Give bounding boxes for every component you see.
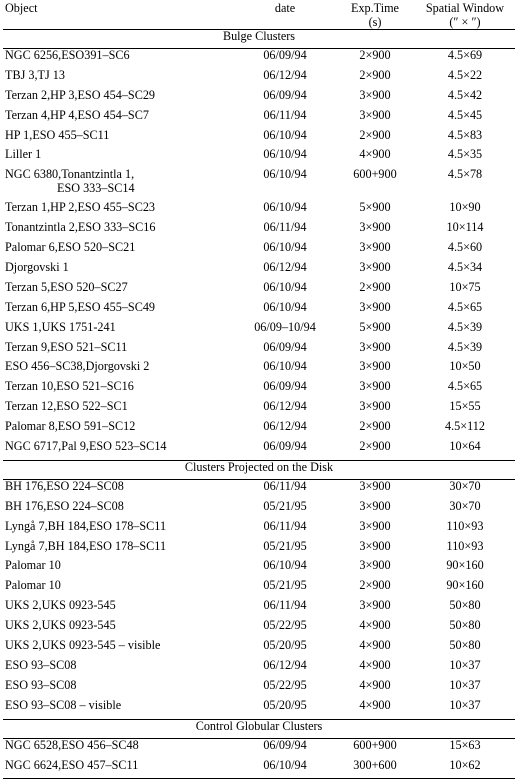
cell-window: 4.5×42 [447, 87, 483, 102]
section-title: Control Globular Clusters [3, 719, 515, 738]
table-row [3, 738, 515, 758]
cell-object [3, 540, 235, 560]
table-row [3, 341, 515, 361]
cell-object [3, 659, 235, 679]
table-row [3, 559, 515, 579]
table-row [3, 500, 515, 520]
cell-date: 05/21/95 [263, 498, 307, 513]
cell-window: 4.5×60 [447, 240, 483, 255]
cell-window: 4.5×69 [447, 48, 483, 62]
table-row [3, 129, 515, 149]
cell-date: 06/10/94 [263, 200, 307, 215]
cell-window: 30×70 [449, 478, 481, 493]
cell-window: 4.5×65 [447, 379, 483, 394]
table-row [3, 281, 515, 301]
cell-exptime: 3×900 [359, 359, 391, 374]
cell-date: 06/09/94 [263, 48, 307, 62]
cell-date: 06/11/94 [263, 478, 307, 493]
cell-object [3, 738, 235, 758]
cell-date: 05/20/95 [263, 697, 307, 712]
cell-date: 06/10/94 [263, 240, 307, 255]
cell-object [3, 579, 235, 599]
header-row [3, 1, 515, 15]
header-units-row [3, 15, 515, 30]
object-name: Palomar 8,ESO 591–SC12 [5, 419, 136, 434]
cell-window: 4.5×39 [447, 339, 483, 354]
header-window: Spatial Window [425, 1, 505, 15]
cell-exptime: 5×900 [359, 200, 391, 215]
table-row [3, 168, 515, 201]
cell-object [3, 49, 235, 69]
cell-window: 10×62 [415, 759, 515, 779]
header-window-unit: (″ × ″) [449, 15, 481, 29]
cell-window: 4.5×34 [447, 260, 483, 275]
cell-exptime: 5×900 [359, 319, 391, 334]
cell-exptime: 2×900 [359, 127, 391, 142]
cell-object [3, 500, 235, 520]
cell-date: 06/12/94 [263, 419, 307, 434]
cell-object [3, 241, 235, 261]
object-name: Terzan 1,HP 2,ESO 455–SC23 [5, 200, 156, 215]
cell-exptime: 3×900 [359, 339, 391, 354]
cell-date: 06/11/94 [263, 598, 307, 613]
cell-object [3, 301, 235, 321]
cell-date: 06/11/94 [263, 518, 307, 533]
cell-date: 06/11/94 [263, 107, 307, 122]
cell-window: 15×55 [449, 399, 481, 414]
table-row [3, 619, 515, 639]
table-header [3, 1, 515, 30]
cell-object [3, 679, 235, 699]
cell-exptime: 3×900 [359, 107, 391, 122]
cell-object [3, 321, 235, 341]
cell-window: 4.5×39 [447, 319, 483, 334]
table-row [3, 301, 515, 321]
cell-exptime: 4×900 [359, 657, 391, 672]
cell-date: 06/10/94 [263, 279, 307, 294]
cell-object [3, 599, 235, 619]
table-row [3, 599, 515, 619]
cell-object [3, 520, 235, 540]
cell-date: 06/12/94 [263, 260, 307, 275]
object-name: Palomar 10 [5, 578, 61, 593]
cell-date: 06/10/94 [263, 359, 307, 374]
cell-exptime: 2×900 [359, 67, 391, 82]
cell-date: 06/10/94 [263, 299, 307, 314]
cell-date: 05/20/95 [263, 638, 307, 653]
cell-object [3, 201, 235, 221]
cell-window: 10×37 [449, 697, 481, 712]
cell-date: 05/21/95 [263, 578, 307, 593]
cell-date: 05/21/95 [263, 538, 307, 553]
cell-date: 06/09/94 [263, 379, 307, 394]
cell-object [3, 69, 235, 89]
cell-exptime: 3×900 [359, 538, 391, 553]
object-name: UKS 2,UKS 0923-545 – visible [5, 638, 161, 653]
table-row [3, 659, 515, 679]
cell-window: 10×50 [449, 359, 481, 374]
cell-exptime: 3×900 [359, 498, 391, 513]
cell-window: 110×93 [446, 518, 484, 533]
table-row [3, 540, 515, 560]
cell-object [3, 559, 235, 579]
cell-window: 10×37 [449, 677, 481, 692]
cell-exptime: 2×900 [359, 279, 391, 294]
cell-date: 06/09/94 [263, 737, 307, 752]
table-row [3, 261, 515, 281]
cell-window: 90×160 [446, 558, 484, 573]
cell-window: 10×64 [449, 439, 481, 454]
cell-date: 06/12/94 [263, 67, 307, 82]
cell-window: 50×80 [449, 598, 481, 613]
object-name: Djorgovski 1 [5, 260, 69, 275]
object-name: Palomar 6,ESO 520–SC21 [5, 240, 136, 255]
cell-object [3, 479, 235, 499]
cell-window: 110×93 [446, 538, 484, 553]
cell-exptime: 4×900 [359, 697, 391, 712]
cell-object [3, 221, 235, 241]
object-name: UKS 1,UKS 1751-241 [5, 319, 116, 334]
table-row [3, 440, 515, 460]
table-row [3, 479, 515, 499]
cell-exptime: 4×900 [359, 638, 391, 653]
table-body [3, 30, 515, 779]
table-row [3, 201, 515, 221]
object-name: Lyngå 7,BH 184,ESO 178–SC11 [5, 538, 167, 553]
table-row [3, 400, 515, 420]
object-name: Lyngå 7,BH 184,ESO 178–SC11 [5, 518, 167, 533]
cell-object [3, 400, 235, 420]
object-name: ESO 93–SC08 – visible [5, 697, 122, 712]
section-row [3, 719, 515, 738]
cell-date: 06/11/94 [263, 220, 307, 235]
cell-window: 10×37 [449, 657, 481, 672]
cell-object [3, 639, 235, 659]
cell-exptime: 2×900 [359, 48, 391, 62]
cell-date: 06/10/94 [263, 558, 307, 573]
section-title: Bulge Clusters [3, 30, 515, 49]
table-row [3, 759, 515, 779]
object-name: TBJ 3,TJ 13 [5, 67, 65, 82]
cell-date: 05/22/95 [263, 618, 307, 633]
table-row [3, 241, 515, 261]
object-name: UKS 2,UKS 0923-545 [5, 618, 116, 633]
object-name: NGC 6528,ESO 456–SC48 [5, 737, 139, 752]
cell-date: 06/12/94 [263, 657, 307, 672]
cell-date: 05/22/95 [263, 677, 307, 692]
cell-exptime: 3×900 [359, 87, 391, 102]
cell-exptime: 600+900 [353, 167, 397, 182]
header-date: date [274, 1, 296, 15]
cell-window: 10×90 [449, 200, 481, 215]
cell-window: 4.5×65 [447, 299, 483, 314]
cell-exptime: 3×900 [359, 478, 391, 493]
cell-object [3, 148, 235, 168]
observation-log-table [3, 1, 515, 779]
section-row [3, 30, 515, 49]
object-name: NGC 6717,Pal 9,ESO 523–SC14 [5, 439, 167, 454]
cell-exptime: 300+600 [335, 759, 415, 779]
cell-object [3, 129, 235, 149]
cell-exptime: 3×900 [359, 220, 391, 235]
table-row [3, 109, 515, 129]
cell-object [3, 168, 235, 201]
object-name: Tonantzintla 2,ESO 333–SC16 [5, 220, 156, 235]
object-name: UKS 2,UKS 0923-545 [5, 598, 116, 613]
object-name: Terzan 10,ESO 521–SC16 [5, 379, 134, 394]
cell-exptime: 2×900 [359, 578, 391, 593]
cell-date: 06/09–10/94 [254, 319, 316, 334]
cell-exptime: 4×900 [359, 677, 391, 692]
object-name-continued: ESO 333–SC14 [57, 180, 135, 195]
cell-exptime: 4×900 [359, 147, 391, 162]
cell-window: 50×80 [449, 618, 481, 633]
table-row [3, 360, 515, 380]
cell-window: 4.5×112 [445, 419, 485, 434]
object-name: BH 176,ESO 224–SC08 [5, 498, 124, 513]
object-name: Terzan 9,ESO 521–SC11 [5, 339, 128, 354]
cell-object [3, 109, 235, 129]
cell-date: 06/10/94 [263, 167, 307, 182]
table-row [3, 520, 515, 540]
object-name: ESO 93–SC08 [5, 677, 77, 692]
object-name: Palomar 10 [5, 558, 61, 573]
header-object: Object [5, 1, 38, 15]
cell-object [3, 759, 235, 779]
cell-exptime: 3×900 [359, 399, 391, 414]
cell-window: 30×70 [449, 498, 481, 513]
cell-object [3, 89, 235, 109]
cell-window: 4.5×78 [447, 167, 483, 182]
table-row [3, 380, 515, 400]
cell-window: 10×114 [446, 220, 484, 235]
table-row [3, 679, 515, 699]
object-name: HP 1,ESO 455–SC11 [5, 127, 110, 142]
cell-exptime: 2×900 [359, 439, 391, 454]
table-row [3, 579, 515, 599]
object-name: ESO 456–SC38,Djorgovski 2 [5, 359, 150, 374]
cell-object [3, 281, 235, 301]
cell-exptime: 3×900 [359, 379, 391, 394]
cell-exptime: 3×900 [359, 260, 391, 275]
object-name: NGC 6380,Tonantzintla 1, [5, 167, 135, 182]
cell-exptime: 3×900 [359, 240, 391, 255]
cell-object [3, 261, 235, 281]
object-name: Terzan 4,HP 4,ESO 454–SC7 [5, 107, 149, 122]
cell-date: 06/09/94 [263, 339, 307, 354]
cell-object [3, 619, 235, 639]
object-name: Terzan 6,HP 5,ESO 455–SC49 [5, 299, 156, 314]
header-exptime: Exp.Time [351, 1, 399, 15]
cell-object [3, 699, 235, 719]
cell-object [3, 380, 235, 400]
cell-object [3, 440, 235, 460]
object-name: ESO 93–SC08 [5, 657, 77, 672]
object-name: Liller 1 [5, 147, 42, 162]
cell-exptime: 600+900 [353, 737, 397, 752]
table-row [3, 420, 515, 440]
cell-object [3, 420, 235, 440]
table-row [3, 69, 515, 89]
object-name: NGC 6256,ESO391–SC6 [5, 48, 130, 62]
cell-exptime: 3×900 [359, 598, 391, 613]
table-row [3, 49, 515, 69]
cell-window: 90×160 [446, 578, 484, 593]
cell-exptime: 4×900 [359, 618, 391, 633]
cell-window: 15×63 [449, 737, 481, 752]
cell-exptime: 3×900 [359, 299, 391, 314]
cell-exptime: 3×900 [359, 558, 391, 573]
object-name: Terzan 5,ESO 520–SC27 [5, 279, 128, 294]
cell-window: 4.5×22 [447, 67, 483, 82]
cell-date: 06/09/94 [263, 439, 307, 454]
cell-exptime: 2×900 [359, 419, 391, 434]
cell-date: 06/10/94 [235, 759, 335, 779]
section-row [3, 460, 515, 479]
table-row [3, 221, 515, 241]
cell-exptime: 3×900 [359, 518, 391, 533]
cell-object [3, 341, 235, 361]
table-row [3, 639, 515, 659]
table-row [3, 699, 515, 719]
object-name: BH 176,ESO 224–SC08 [5, 478, 124, 493]
cell-window: 4.5×83 [447, 127, 483, 142]
cell-object [3, 360, 235, 380]
header-exptime-unit: (s) [368, 15, 382, 29]
cell-window: 10×75 [449, 279, 481, 294]
table-row [3, 321, 515, 341]
object-name: Terzan 12,ESO 522–SC1 [5, 399, 128, 414]
cell-date: 06/12/94 [263, 399, 307, 414]
cell-date: 06/10/94 [263, 127, 307, 142]
cell-date: 06/09/94 [263, 87, 307, 102]
cell-window: 4.5×45 [447, 107, 483, 122]
object-name: NGC 6624,ESO 457–SC11 [5, 757, 139, 772]
table-row [3, 89, 515, 109]
table-row [3, 148, 515, 168]
cell-window: 50×80 [449, 638, 481, 653]
section-title: Clusters Projected on the Disk [3, 460, 515, 479]
cell-window: 4.5×35 [447, 147, 483, 162]
object-name: Terzan 2,HP 3,ESO 454–SC29 [5, 87, 156, 102]
cell-date: 06/10/94 [263, 147, 307, 162]
